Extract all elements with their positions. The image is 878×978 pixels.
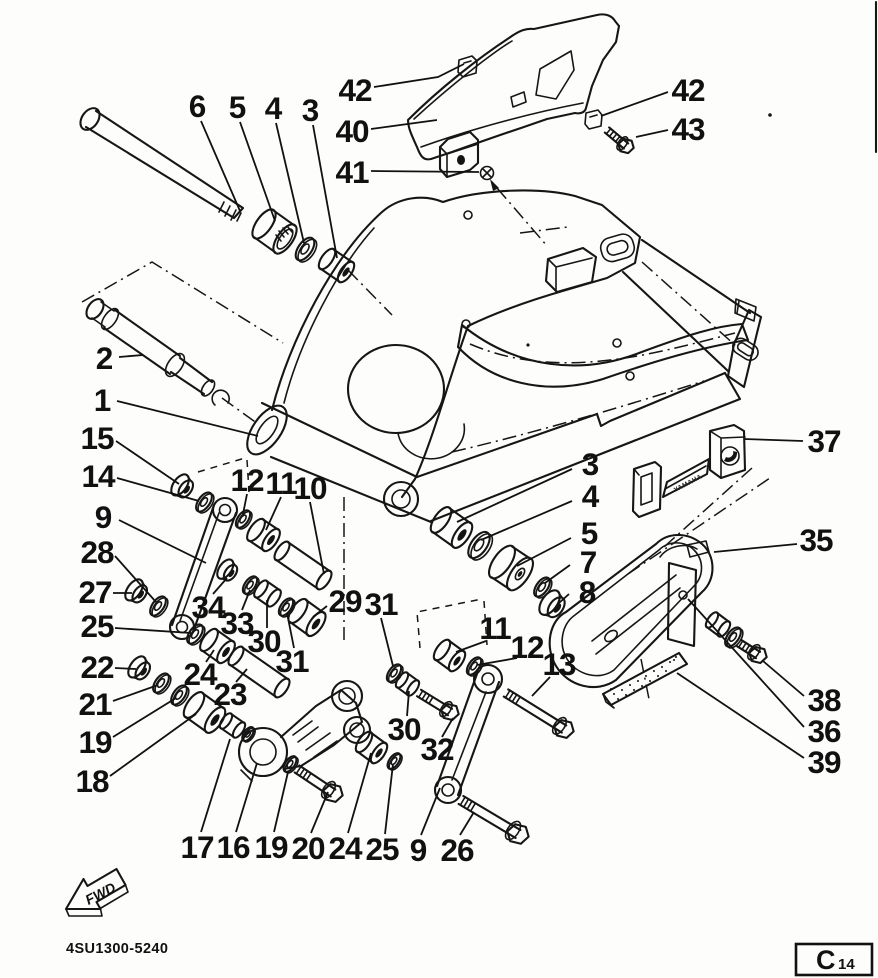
page-ref-letter: C (816, 945, 836, 975)
callout-label: 24 (328, 830, 362, 866)
callout-label: 34 (191, 589, 225, 625)
callout-label: 40 (335, 113, 369, 149)
page-ref-number: 14 (838, 956, 855, 973)
callout-label: 15 (80, 420, 114, 456)
callout-label: 3 (581, 446, 599, 482)
fwd-arrow-label: FWD (82, 879, 119, 908)
callout-label: 5 (580, 515, 598, 551)
callout-label: 10 (293, 470, 327, 506)
callout-label: 19 (254, 829, 288, 865)
callout-label: 28 (80, 534, 114, 570)
callout-label: 29 (328, 583, 362, 619)
callout-label: 4 (264, 90, 282, 126)
callout-label: 26 (440, 832, 474, 868)
callout-label: 41 (335, 154, 369, 190)
callout-label: 5 (228, 89, 246, 125)
callout-label: 9 (94, 499, 112, 535)
callout-label: 18 (75, 763, 109, 799)
callout-label: 31 (364, 586, 398, 622)
callout-label: 8 (578, 574, 596, 610)
drawing-code: 4SU1300-5240 (66, 941, 169, 957)
callout-label: 16 (216, 829, 250, 865)
callout-label: 23 (213, 676, 247, 712)
callout-label: 12 (510, 629, 544, 665)
callout-label: 3 (301, 92, 319, 128)
callout-label: 27 (78, 574, 112, 610)
callout-label: 30 (247, 623, 281, 659)
callout-label: 11 (479, 610, 511, 646)
callout-label: 31 (275, 643, 309, 679)
brand-text: YAMAHA (672, 473, 704, 494)
callout-label: 6 (188, 88, 206, 124)
callout-label: 2 (95, 340, 113, 376)
callout-label: 12 (230, 462, 264, 498)
callout-label: 24 (183, 656, 217, 692)
callout-label: 9 (409, 832, 427, 868)
callout-label: 20 (291, 830, 325, 866)
callout-label: 4 (581, 478, 599, 514)
callout-label: 25 (80, 608, 114, 644)
callout-23 (213, 669, 247, 712)
callout-label: 22 (80, 649, 114, 685)
callout-label: 35 (799, 522, 833, 558)
callout-label: 25 (365, 831, 399, 867)
callout-label: 17 (180, 829, 214, 865)
callout-label: 7 (579, 544, 597, 580)
callout-label: 1 (93, 382, 111, 418)
callout-label: 11 (265, 465, 297, 501)
callout-label: 14 (81, 458, 115, 494)
callout-label: 38 (807, 682, 841, 718)
callout-label: 33 (220, 605, 254, 641)
callout-label: 43 (671, 111, 705, 147)
callout-label: 30 (387, 711, 421, 747)
callout-label: 36 (807, 713, 841, 749)
callout-label: 42 (338, 72, 372, 108)
callout-label: 37 (807, 423, 841, 459)
callout-label: 19 (78, 724, 112, 760)
callout-label: 39 (807, 744, 841, 780)
callout-label: 32 (420, 731, 454, 767)
callout-label: 42 (671, 72, 705, 108)
callout-label: 21 (78, 686, 112, 722)
callout-label: 13 (542, 646, 576, 682)
